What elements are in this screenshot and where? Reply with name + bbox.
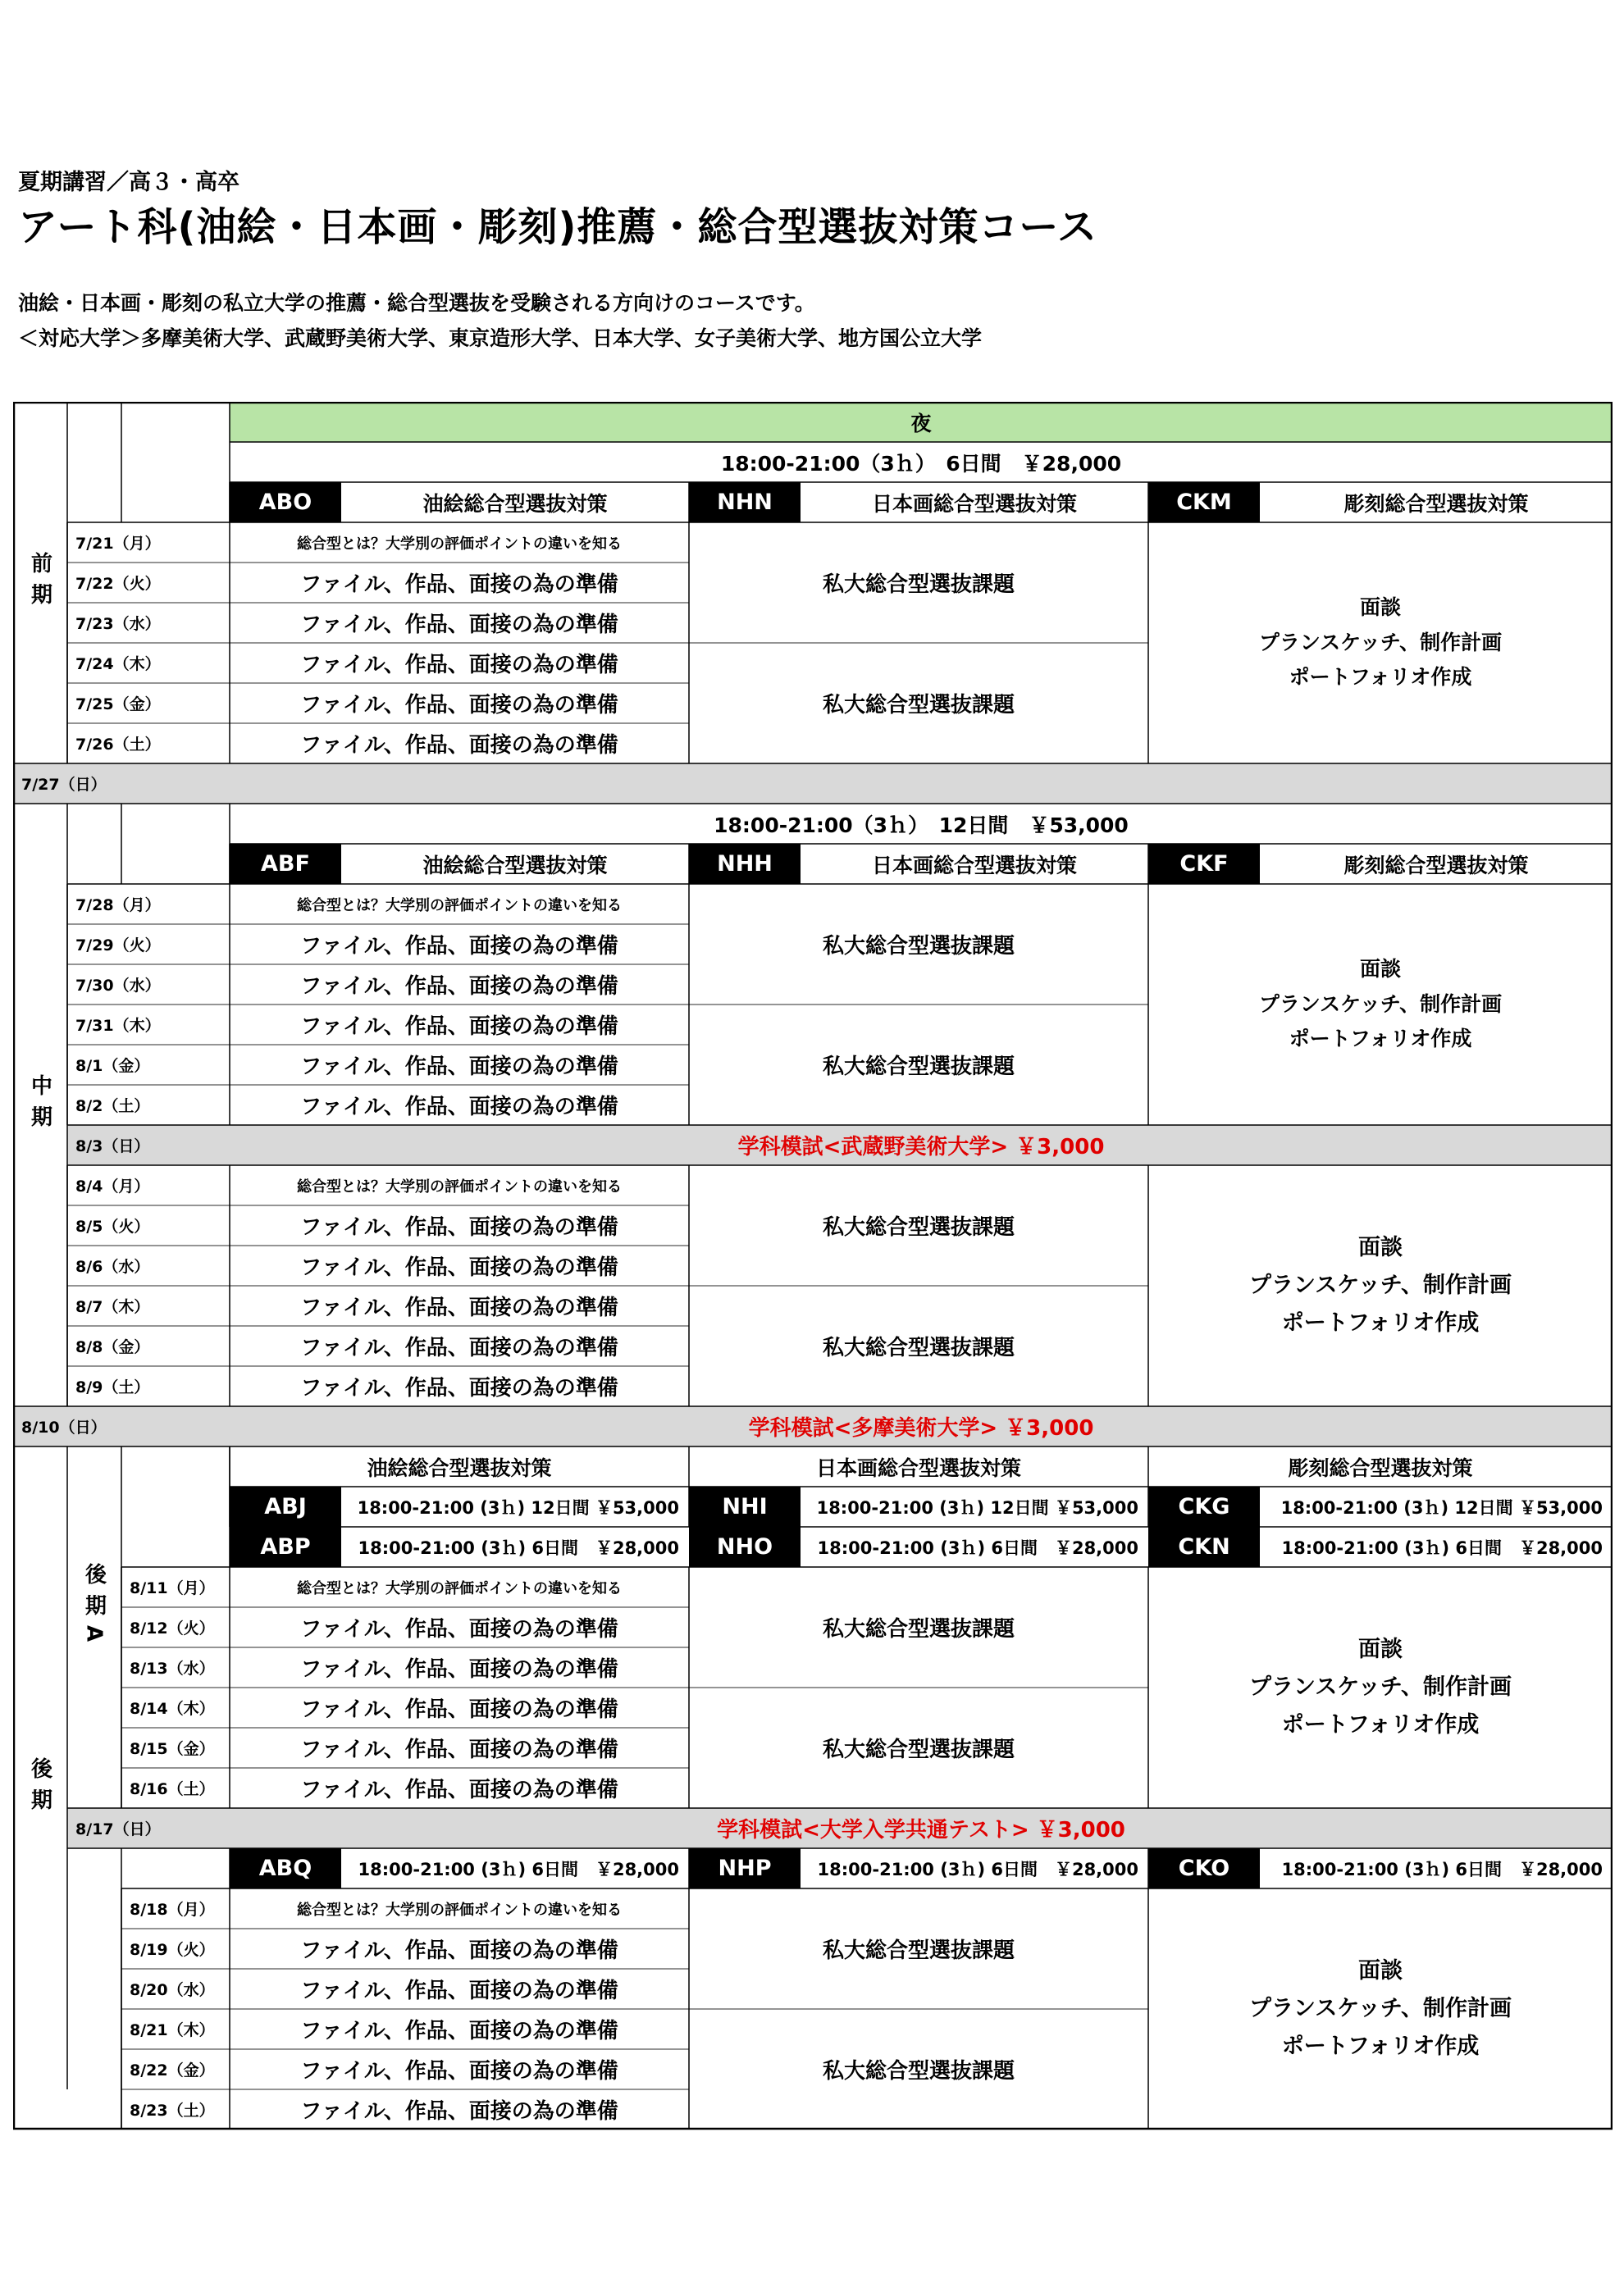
nihonga-course-header: 日本画総合型選抜対策 <box>815 1456 1021 1480</box>
sculpture-lesson-line: プランスケッチ、制作計画 <box>1249 1996 1512 2022</box>
date-cell: 8/20（水） <box>130 1981 215 1999</box>
prep-lesson-cell: ファイル、作品、面接の為の準備 <box>300 974 618 999</box>
sculpture-lesson-line: 面談 <box>1358 1235 1403 1261</box>
sculpture-lesson-line: 面談 <box>1358 1637 1403 1663</box>
date-cell: 8/23（土） <box>130 2102 215 2120</box>
sculpture-course-header: 彫刻総合型選抜対策 <box>1343 491 1529 516</box>
nihonga-task-cell: 私大総合型選抜課題 <box>822 1215 1015 1240</box>
sculpture-lesson-line: 面談 <box>1358 1958 1403 1984</box>
nihonga-task-cell: 私大総合型選抜課題 <box>822 1336 1015 1360</box>
sculpture-course-header: 彫刻総合型選抜対策 <box>1343 853 1529 877</box>
prep-lesson-cell: ファイル、作品、面接の為の準備 <box>300 1657 618 1682</box>
date-cell: 7/30（水） <box>75 977 161 995</box>
exam-label: 学科模試<多摩美術大学> ￥3,000 <box>748 1416 1094 1441</box>
prep-lesson-cell: ファイル、作品、面接の為の準備 <box>300 1979 618 2003</box>
date-cell: 8/9（土） <box>75 1378 150 1396</box>
oil-code-badge: ABP <box>260 1534 311 1560</box>
date-cell: 7/21（月） <box>75 535 161 553</box>
prep-lesson-cell: ファイル、作品、面接の為の準備 <box>300 2019 618 2043</box>
prep-lesson-cell: ファイル、作品、面接の為の準備 <box>300 653 618 677</box>
prep-lesson-cell: ファイル、作品、面接の為の準備 <box>300 693 618 718</box>
oil-code-badge: ABF <box>261 851 310 877</box>
supported-universities: ＜対応大学＞多摩美術大学、武蔵野美術大学、東京造形大学、日本大学、女子美術大学、地方国公立大学 <box>18 326 983 350</box>
page-title: アート科(油絵・日本画・彫刻)推薦・総合型選抜対策コース <box>18 204 1098 250</box>
date-cell: 8/15（金） <box>130 1740 215 1758</box>
date-cell: 8/14（木） <box>130 1700 215 1718</box>
date-cell: 7/24（木） <box>75 655 161 673</box>
oil-session-info: 18:00-21:00 (3ｈ) 6日間 ￥28,000 <box>358 1538 679 1558</box>
sculpture-lesson-line: プランスケッチ、制作計画 <box>1249 1273 1512 1299</box>
date-cell: 8/4（月） <box>75 1178 150 1196</box>
date-cell: 8/8（金） <box>75 1338 150 1356</box>
prep-lesson-cell: ファイル、作品、面接の為の準備 <box>300 1938 618 1963</box>
date-cell: 7/27（日） <box>21 776 107 794</box>
night-header: 夜 <box>910 411 932 435</box>
nihonga-session-info: 18:00-21:00 (3ｈ) 6日間 ￥28,000 <box>817 1538 1138 1558</box>
sculpture-code-badge: CKF <box>1179 851 1229 877</box>
date-cell: 7/23（水） <box>75 615 161 633</box>
date-cell: 8/13（水） <box>130 1660 215 1678</box>
sculpture-session-info: 18:00-21:00 (3ｈ) 6日間 ￥28,000 <box>1281 1538 1603 1558</box>
sculpture-lesson-line: 面談 <box>1359 957 1401 982</box>
prep-lesson-cell: ファイル、作品、面接の為の準備 <box>300 1376 618 1401</box>
nihonga-code-badge: NHN <box>717 490 773 515</box>
oil-course-header: 油絵総合型選抜対策 <box>422 853 608 877</box>
intro-lesson-cell: 総合型とは？大学別の評価ポイントの違いを知る <box>297 896 622 914</box>
sculpture-lesson-cell <box>1148 1165 1613 1406</box>
course-subtitle: 夏期講習／高３・高卒 <box>18 170 239 195</box>
sculpture-code-badge: CKO <box>1178 1856 1230 1881</box>
intro-lesson-cell: 総合型とは？大学別の評価ポイントの違いを知る <box>297 1901 622 1919</box>
sculpture-lesson-line: ポートフォリオ作成 <box>1281 1711 1480 1738</box>
date-cell: 8/7（木） <box>75 1298 150 1316</box>
date-cell: 7/22（火） <box>75 575 161 593</box>
period-label-zenki: 前期 <box>27 551 52 614</box>
sculpture-lesson-line: プランスケッチ、制作計画 <box>1258 630 1503 654</box>
date-cell: 7/26（土） <box>75 736 161 754</box>
date-cell: 8/6（水） <box>75 1258 150 1276</box>
prep-lesson-cell: ファイル、作品、面接の為の準備 <box>300 1255 618 1280</box>
date-cell: 8/3（日） <box>75 1137 150 1155</box>
sculpture-code-badge: CKN <box>1178 1534 1230 1560</box>
nihonga-task-cell: 私大総合型選抜課題 <box>822 934 1015 959</box>
prep-lesson-cell: ファイル、作品、面接の為の準備 <box>300 1014 618 1039</box>
prep-lesson-cell: ファイル、作品、面接の為の準備 <box>300 1095 618 1119</box>
chuki-info: 18:00-21:00（3ｈ） 12日間 ￥53,000 <box>714 813 1129 837</box>
prep-lesson-cell: ファイル、作品、面接の為の準備 <box>300 1215 618 1240</box>
date-cell: 8/22（金） <box>130 2061 215 2080</box>
date-cell: 8/1（金） <box>75 1057 150 1075</box>
exam-label: 学科模試<武蔵野美術大学> ￥3,000 <box>737 1135 1105 1159</box>
nihonga-task-cell: 私大総合型選抜課題 <box>822 572 1015 597</box>
prep-lesson-cell: ファイル、作品、面接の為の準備 <box>300 613 618 637</box>
date-cell: 7/25（金） <box>75 695 161 713</box>
sculpture-lesson-line: 面談 <box>1359 595 1401 620</box>
intro-lesson-cell: 総合型とは？大学別の評価ポイントの違いを知る <box>297 535 622 553</box>
sculpture-lesson-line: ポートフォリオ作成 <box>1289 665 1472 690</box>
intro-lesson-cell: 総合型とは？大学別の評価ポイントの違いを知る <box>297 1579 622 1597</box>
sculpture-lesson-line: プランスケッチ、制作計画 <box>1249 1674 1512 1701</box>
prep-lesson-cell: ファイル、作品、面接の為の準備 <box>300 733 618 758</box>
date-cell: 8/10（日） <box>21 1419 107 1437</box>
nihonga-code-badge: NHP <box>718 1856 772 1881</box>
sculpture-lesson-cell <box>1148 522 1613 763</box>
nihonga-task-cell: 私大総合型選抜課題 <box>822 1055 1015 1079</box>
oil-course-header: 油絵総合型選抜対策 <box>367 1456 552 1480</box>
nihonga-task-cell: 私大総合型選抜課題 <box>822 2059 1015 2084</box>
prep-lesson-cell: ファイル、作品、面接の為の準備 <box>300 1738 618 1762</box>
sculpture-lesson-line: ポートフォリオ作成 <box>1281 2033 1480 2059</box>
nihonga-task-cell: 私大総合型選抜課題 <box>822 1617 1015 1642</box>
sculpture-lesson-cell <box>1148 884 1613 1125</box>
sculpture-lesson-line: ポートフォリオ作成 <box>1289 1027 1472 1051</box>
prep-lesson-cell: ファイル、作品、面接の為の準備 <box>300 934 618 959</box>
sculpture-course-header: 彫刻総合型選抜対策 <box>1288 1456 1473 1480</box>
course-description: 油絵・日本画・彫刻の私立大学の推薦・総合型選抜を受験される方向けのコースです。 <box>18 291 815 315</box>
prep-lesson-cell: ファイル、作品、面接の為の準備 <box>300 1778 618 1802</box>
prep-lesson-cell: ファイル、作品、面接の為の準備 <box>300 1336 618 1360</box>
nihonga-code-badge: NHO <box>716 1534 773 1560</box>
prep-lesson-cell: ファイル、作品、面接の為の準備 <box>300 2099 618 2124</box>
sculpture-lesson-cell <box>1148 1888 1613 2130</box>
exam-label: 学科模試<大学入学共通テスト> ￥3,000 <box>717 1818 1125 1843</box>
prep-lesson-cell: ファイル、作品、面接の為の準備 <box>300 1055 618 1079</box>
date-cell: 8/12（火） <box>130 1620 215 1638</box>
nihonga-session-info: 18:00-21:00 (3ｈ) 6日間 ￥28,000 <box>817 1859 1138 1879</box>
period-label-koki-a: 後期A <box>81 1562 107 1652</box>
period-label-chuki: 中期 <box>27 1073 52 1137</box>
oil-session-info: 18:00-21:00 (3ｈ) 12日間 ￥53,000 <box>357 1497 679 1518</box>
sculpture-code-badge: CKG <box>1178 1494 1230 1519</box>
prep-lesson-cell: ファイル、作品、面接の為の準備 <box>300 1697 618 1722</box>
prep-lesson-cell: ファイル、作品、面接の為の準備 <box>300 1296 618 1320</box>
oil-session-info: 18:00-21:00 (3ｈ) 6日間 ￥28,000 <box>358 1859 679 1879</box>
date-cell: 8/21（木） <box>130 2021 215 2039</box>
nihonga-task-cell: 私大総合型選抜課題 <box>822 1738 1015 1762</box>
nihonga-task-cell: 私大総合型選抜課題 <box>822 1938 1015 1963</box>
date-cell: 7/29（火） <box>75 936 161 954</box>
sculpture-lesson-cell <box>1148 1567 1613 1808</box>
period-label-koki: 後期 <box>27 1756 52 1820</box>
oil-course-header: 油絵総合型選抜対策 <box>422 491 608 516</box>
date-cell: 7/31（木） <box>75 1017 161 1035</box>
date-cell: 8/11（月） <box>130 1579 215 1597</box>
zenki-info: 18:00-21:00（3ｈ） 6日間 ￥28,000 <box>720 451 1122 476</box>
nihonga-course-header: 日本画総合型選抜対策 <box>871 853 1077 877</box>
date-cell: 8/16（土） <box>130 1780 215 1798</box>
date-cell: 8/19（火） <box>130 1941 215 1959</box>
intro-lesson-cell: 総合型とは？大学別の評価ポイントの違いを知る <box>297 1178 622 1196</box>
sculpture-session-info: 18:00-21:00 (3ｈ) 12日間 ￥53,000 <box>1280 1497 1603 1518</box>
sculpture-code-badge: CKM <box>1176 490 1232 515</box>
prep-lesson-cell: ファイル、作品、面接の為の準備 <box>300 2059 618 2084</box>
sculpture-lesson-line: プランスケッチ、制作計画 <box>1258 991 1503 1016</box>
date-cell: 8/2（土） <box>75 1097 150 1115</box>
oil-code-badge: ABJ <box>264 1494 307 1519</box>
nihonga-session-info: 18:00-21:00 (3ｈ) 12日間 ￥53,000 <box>816 1497 1138 1518</box>
date-cell: 8/5（火） <box>75 1218 150 1236</box>
nihonga-course-header: 日本画総合型選抜対策 <box>871 491 1077 516</box>
date-cell: 8/18（月） <box>130 1901 215 1919</box>
sculpture-lesson-line: ポートフォリオ作成 <box>1281 1310 1480 1336</box>
oil-code-badge: ABO <box>258 490 312 515</box>
sculpture-session-info: 18:00-21:00 (3ｈ) 6日間 ￥28,000 <box>1281 1859 1603 1879</box>
schedule-table <box>13 402 1613 2132</box>
nihonga-task-cell: 私大総合型選抜課題 <box>822 693 1015 718</box>
prep-lesson-cell: ファイル、作品、面接の為の準備 <box>300 1617 618 1642</box>
nihonga-code-badge: NHH <box>717 851 773 877</box>
date-cell: 7/28（月） <box>75 896 161 914</box>
oil-code-badge: ABQ <box>258 1856 312 1881</box>
date-cell: 8/17（日） <box>75 1820 161 1838</box>
prep-lesson-cell: ファイル、作品、面接の為の準備 <box>300 572 618 597</box>
nihonga-code-badge: NHI <box>722 1494 768 1519</box>
